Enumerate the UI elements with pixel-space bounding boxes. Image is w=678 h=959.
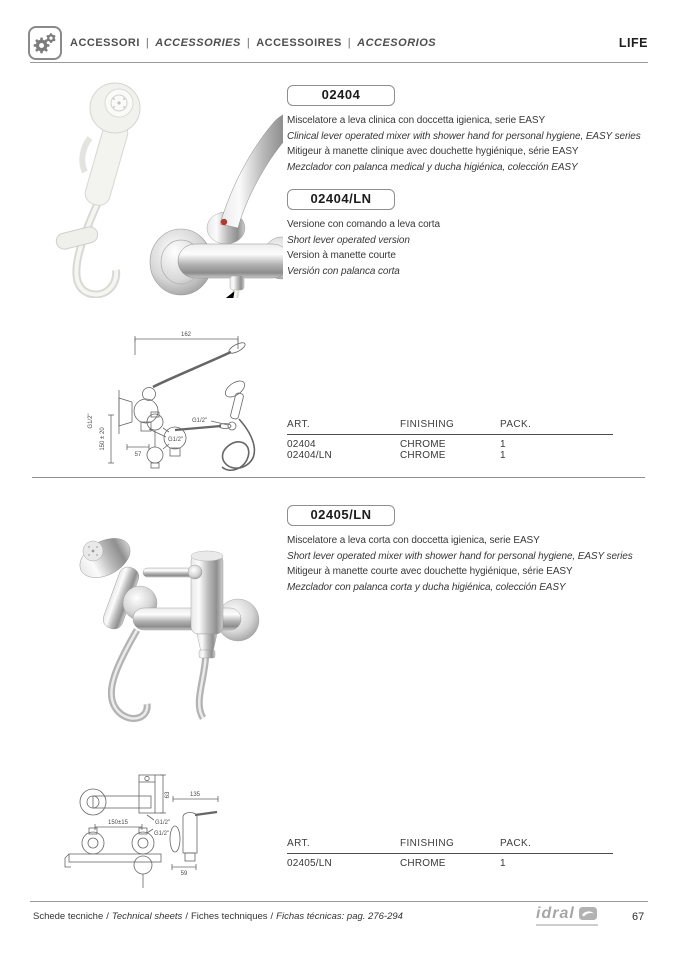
header-divider	[30, 62, 648, 63]
technical-sheets-note	[33, 911, 403, 922]
section-divider	[32, 477, 645, 478]
mixer-bar-body	[133, 608, 241, 630]
product-description-es: Versión con palanca corta	[287, 265, 400, 277]
product-code-badge	[287, 505, 395, 526]
col-art: ART.	[287, 419, 311, 430]
title-separator: |	[246, 37, 251, 49]
product-description-en: Clinical lever operated mixer with shower hand for personal hygiene, EASY series	[287, 130, 641, 142]
col-pack: PACK.	[500, 419, 532, 430]
note-segment-fr: Fiches techniques	[190, 911, 268, 922]
page-number: 67	[632, 911, 645, 923]
product-code-badge	[287, 85, 395, 106]
title-segment-es: ACCESORIOS	[357, 37, 437, 49]
product-section-02404	[287, 85, 657, 175]
note-segment-it: Schede tecniche	[33, 911, 104, 922]
product-photo-02405ln	[45, 518, 280, 723]
title-segment-it: ACCESSORI	[70, 37, 140, 49]
product-description-fr: Version à manette courte	[287, 250, 396, 261]
col-art: ART.	[287, 838, 311, 849]
hot-cold-indicator	[221, 219, 227, 225]
spec-table-header	[287, 419, 613, 435]
accessories-gears-icon	[28, 26, 62, 60]
collection-name: LIFE	[618, 36, 648, 50]
dim-outlet-thread-label: G1/2"	[168, 437, 184, 443]
product-section-02404ln	[287, 189, 657, 279]
cell-pack: 1	[500, 858, 506, 869]
product-description-es: Mezclador con palanca corta y ducha higiénica, colección EASY	[287, 581, 566, 593]
product-description-fr: Mitigeur à manette courte avec douchette hygiénique, série EASY	[287, 566, 573, 577]
title-separator: |	[347, 37, 352, 49]
title-segment-en: ACCESSORIES	[155, 37, 241, 49]
col-pack: PACK.	[500, 838, 532, 849]
hose-outlet	[197, 634, 217, 652]
note-separator: /	[106, 911, 109, 922]
dim-centers-label: 150±15	[108, 820, 128, 826]
clinical-mixer-body	[150, 212, 283, 298]
brand-wordmark: idral	[536, 905, 575, 922]
short-lever	[143, 565, 202, 579]
product-code: 02404	[321, 87, 361, 102]
cell-pack: 1	[500, 449, 506, 461]
dim-depth-label: 57	[134, 452, 142, 458]
dim-height-label: 150 ± 20	[100, 427, 106, 451]
spec-table-header	[287, 838, 613, 854]
brand-emblem-icon	[578, 906, 598, 922]
spec-table-02405ln	[287, 838, 613, 870]
spec-table-02404	[287, 419, 613, 461]
product-description-es: Mezclador con palanca medical y ducha higiénica, colección EASY	[287, 161, 578, 173]
dim-body-height-label: 63	[165, 791, 171, 799]
product-photo-02404	[38, 76, 283, 298]
hand-shower-head	[90, 83, 140, 133]
product-code-badge	[287, 189, 395, 210]
cell-finishing: CHROME	[400, 858, 446, 869]
cell-finishing: CHROME	[400, 439, 446, 450]
gears-icon-graphic	[30, 28, 60, 58]
col-finishing: FINISHING	[400, 419, 455, 430]
cell-pack: 1	[500, 439, 506, 450]
dim-inlet-thread-label: G1/2"	[154, 831, 170, 837]
cell-art: 02404/LN	[287, 449, 332, 461]
clinical-lever	[220, 112, 283, 228]
footer-divider	[30, 901, 648, 902]
col-finishing: FINISHING	[400, 838, 455, 849]
table-row	[287, 859, 613, 870]
dim-shower-thread-label: G1/2"	[192, 418, 208, 424]
product-code: 02404/LN	[310, 191, 372, 206]
product-description-it: Miscelatore a leva corta con doccetta igienica, serie EASY	[287, 535, 540, 546]
cell-finishing: CHROME	[400, 449, 446, 461]
page-category-title	[70, 37, 436, 49]
cell-art: 02404	[287, 439, 316, 450]
table-row	[287, 440, 613, 451]
dim-width-label: 162	[180, 332, 192, 338]
product-description-en: Short lever operated mixer with shower hand for personal hygiene, EASY series	[287, 550, 633, 562]
product-description-en: Short lever operated version	[287, 234, 410, 246]
product-section-02405ln	[287, 505, 657, 595]
dim-depth-label: 135	[189, 792, 201, 798]
brand-logo	[536, 906, 616, 926]
technical-drawing-02405ln	[63, 755, 278, 892]
title-segment-fr: ACCESSOIRES	[256, 37, 342, 49]
product-description-it: Miscelatore a leva clinica con doccetta igienica, serie EASY	[287, 115, 546, 126]
title-separator: |	[145, 37, 150, 49]
product-description-it: Versione con comando a leva corta	[287, 219, 440, 230]
product-code: 02405/LN	[310, 507, 372, 522]
dim-inlet-thread-label: G1/2"	[88, 413, 94, 429]
note-separator: /	[270, 911, 274, 922]
note-segment-es: Fichas técnicas: pag. 276-294	[276, 911, 403, 922]
cell-art: 02405/LN	[287, 858, 332, 869]
note-separator: /	[185, 911, 188, 922]
table-row	[287, 451, 613, 462]
product-description-fr: Mitigeur à manette clinique avec douchette hygiénique, série EASY	[287, 146, 579, 157]
note-segment-en: Technical sheets	[111, 911, 183, 922]
brand-tagline	[536, 924, 598, 926]
dim-bottom-label: 59	[180, 871, 188, 877]
technical-drawing-02404	[83, 327, 283, 472]
dim-outlet-thread-label: G1/2"	[155, 820, 171, 826]
